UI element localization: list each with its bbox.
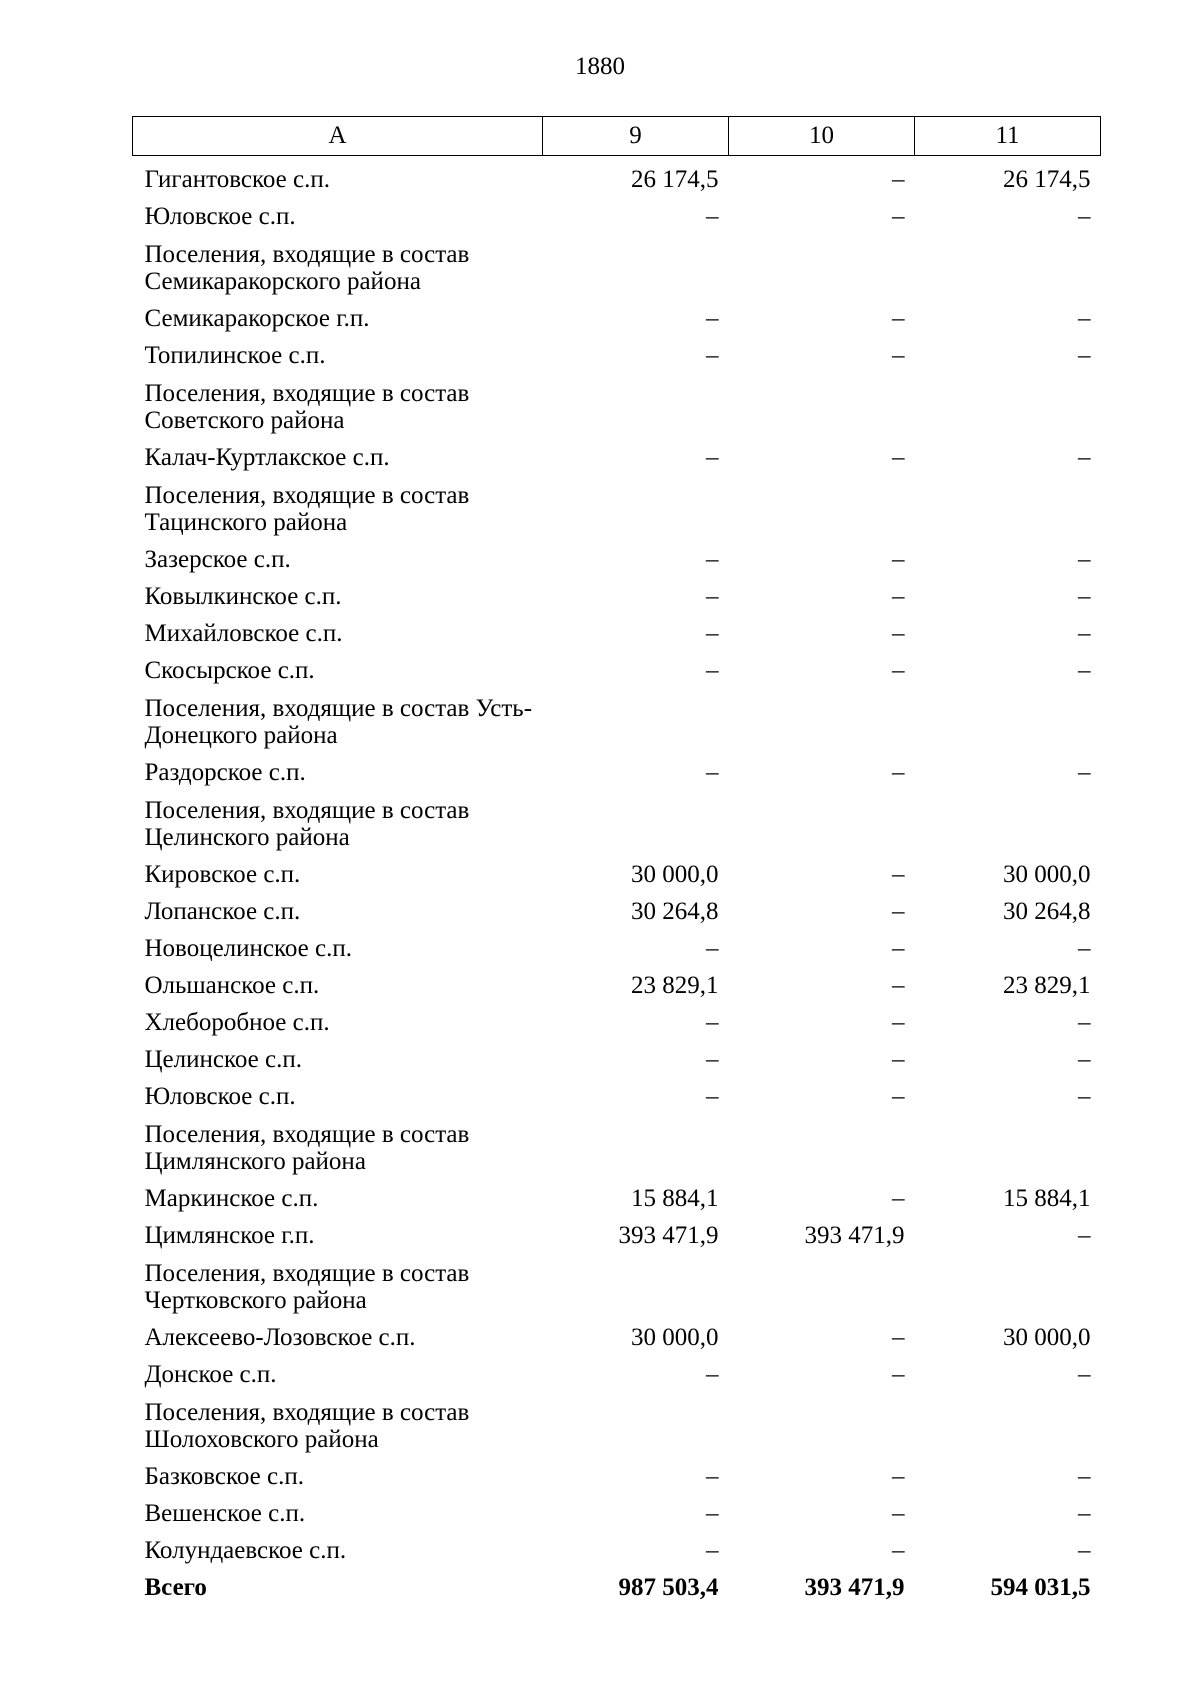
value-column-9: 30 000,0 [631,1324,719,1351]
value-column-10: – [892,546,905,573]
value-column-9: – [706,620,719,647]
table-row [133,1175,1101,1212]
page-number: 1880 [575,53,625,80]
value-column-11: 23 829,1 [1003,972,1091,999]
table-row [133,610,1101,647]
table-body [133,156,1101,1602]
settlement-name: Михайловское с.п. [144,620,343,647]
district-group-label: Поселения, входящие в состав Тацинского района [144,482,470,536]
value-column-10: – [892,972,905,999]
value-column-9: – [706,342,719,369]
table-row [133,434,1101,471]
district-group-label: Поселения, входящие в состав Советского района [144,380,470,434]
value-column-9: – [706,935,719,962]
group-header-row [133,471,1101,536]
group-header-row [133,786,1101,851]
value-column-9: – [706,1463,719,1490]
value-column-11: – [1078,203,1091,230]
value-column-10: – [892,583,905,610]
value-column-10: – [892,166,905,193]
group-header-row [133,1249,1101,1314]
settlement-name: Новоцелинское с.п. [144,935,352,962]
value-column-9: 30 000,0 [631,861,719,888]
value-column-11: – [1078,1222,1091,1249]
settlement-name: Целинское с.п. [144,1046,302,1073]
total-column-10: 393 471,9 [804,1574,905,1601]
settlement-name: Топилинское с.п. [144,342,326,369]
table-row [133,1351,1101,1388]
settlement-name: Калач-Куртлакское с.п. [144,444,390,471]
empty-cell [729,230,915,295]
value-column-11: 30 264,8 [1003,898,1091,925]
value-column-9: – [706,583,719,610]
value-column-9: – [706,1500,719,1527]
empty-cell [729,1249,915,1314]
empty-cell [915,1388,1101,1453]
value-column-11: – [1078,1500,1091,1527]
empty-cell [915,230,1101,295]
empty-cell [543,1110,729,1175]
table-row [133,295,1101,332]
value-column-10: – [892,1324,905,1351]
empty-cell [543,471,729,536]
total-label: Всего [144,1574,207,1601]
settlement-name: Ольшанское с.п. [144,972,320,999]
value-column-10: 393 471,9 [804,1222,905,1249]
value-column-11: – [1078,444,1091,471]
settlement-name: Кировское с.п. [144,861,301,888]
value-column-11: – [1078,1009,1091,1036]
empty-cell [729,369,915,434]
group-header-row [133,684,1101,749]
value-column-10: – [892,1361,905,1388]
empty-cell [915,369,1101,434]
settlement-name: Колундаевское с.п. [144,1537,347,1564]
settlement-name: Базковское с.п. [144,1463,304,1490]
value-column-9: – [706,759,719,786]
table-row [133,1073,1101,1110]
table-row [133,1453,1101,1490]
value-column-10: – [892,759,905,786]
settlement-name: Лопанское с.п. [144,898,301,925]
value-column-11: – [1078,1083,1091,1110]
value-column-11: – [1078,1537,1091,1564]
value-column-11: 26 174,5 [1003,166,1091,193]
table-row [133,962,1101,999]
value-column-9: – [706,1046,719,1073]
total-row [133,1564,1101,1601]
value-column-9: – [706,1537,719,1564]
value-column-11: – [1078,546,1091,573]
group-header-row [133,230,1101,295]
empty-cell [915,786,1101,851]
table-row [133,1036,1101,1073]
settlement-name: Цимлянское г.п. [144,1222,315,1249]
settlement-name: Вешенское с.п. [144,1500,306,1527]
empty-cell [543,1249,729,1314]
value-column-9: – [706,203,719,230]
value-column-9: – [706,1361,719,1388]
settlement-name: Раздорское с.п. [144,759,306,786]
settlement-name: Гигантовское с.п. [144,166,330,193]
group-header-row [133,1388,1101,1453]
value-column-10: – [892,342,905,369]
group-header-row [133,369,1101,434]
value-column-11: – [1078,583,1091,610]
value-column-11: – [1078,342,1091,369]
value-column-10: – [892,1009,905,1036]
empty-cell [543,786,729,851]
value-column-9: – [706,1083,719,1110]
value-column-9: 26 174,5 [631,166,719,193]
empty-cell [543,369,729,434]
value-column-11: – [1078,1463,1091,1490]
value-column-9: 15 884,1 [631,1185,719,1212]
table-row [133,573,1101,610]
empty-cell [543,230,729,295]
value-column-11: – [1078,1361,1091,1388]
value-column-10: – [892,1500,905,1527]
table-row [133,156,1101,194]
table-row [133,332,1101,369]
settlement-name: Ковылкинское с.п. [144,583,342,610]
empty-cell [729,1388,915,1453]
header-column-a: A [133,117,543,156]
table-row [133,193,1101,230]
value-column-11: 30 000,0 [1003,1324,1091,1351]
table-row [133,536,1101,573]
value-column-9: – [706,305,719,332]
value-column-10: – [892,898,905,925]
settlement-name: Хлеборобное с.п. [144,1009,330,1036]
empty-cell [729,471,915,536]
value-column-10: – [892,1083,905,1110]
value-column-11: 30 000,0 [1003,861,1091,888]
table-row [133,749,1101,786]
header-column-11: 11 [915,117,1101,156]
district-group-label: Поселения, входящие в состав Чертковского района [144,1260,470,1314]
table-row [133,999,1101,1036]
table-row [133,1212,1101,1249]
district-group-label: Поселения, входящие в состав Шолоховского района [144,1399,470,1453]
value-column-9: 30 264,8 [631,898,719,925]
group-header-row [133,1110,1101,1175]
value-column-9: – [706,1009,719,1036]
value-column-11: – [1078,1046,1091,1073]
value-column-10: – [892,305,905,332]
value-column-10: – [892,1046,905,1073]
table-row [133,925,1101,962]
district-group-label: Поселения, входящие в состав Цимлянского района [144,1121,470,1175]
table-header-row [133,117,1101,156]
settlement-name: Маркинское с.п. [144,1185,319,1212]
value-column-9: 23 829,1 [631,972,719,999]
value-column-11: – [1078,620,1091,647]
empty-cell [729,786,915,851]
settlement-name: Семикаракорское г.п. [144,305,370,332]
total-column-11: 594 031,5 [990,1574,1091,1601]
value-column-11: – [1078,657,1091,684]
empty-cell [915,684,1101,749]
empty-cell [915,471,1101,536]
settlement-name: Скосырское с.п. [144,657,315,684]
value-column-9: – [706,546,719,573]
district-group-label: Поселения, входящие в состав Целинского района [144,797,470,851]
value-column-10: – [892,861,905,888]
table-row [133,647,1101,684]
table-row [133,888,1101,925]
empty-cell [915,1249,1101,1314]
value-column-10: – [892,203,905,230]
settlement-name: Алексеево-Лозовское с.п. [144,1324,416,1351]
value-column-10: – [892,657,905,684]
header-column-10: 10 [729,117,915,156]
empty-cell [729,684,915,749]
empty-cell [543,1388,729,1453]
district-group-label: Поселения, входящие в состав Усть-Донецкого района [144,695,533,749]
table-row [133,1314,1101,1351]
table-row [133,1490,1101,1527]
value-column-9: – [706,657,719,684]
empty-cell [729,1110,915,1175]
value-column-10: – [892,444,905,471]
value-column-11: 15 884,1 [1003,1185,1091,1212]
district-group-label: Поселения, входящие в состав Семикаракорского района [144,241,470,295]
table-row [133,1527,1101,1564]
settlement-name: Зазерское с.п. [144,546,291,573]
settlement-name: Донское с.п. [144,1361,277,1388]
settlement-name: Юловское с.п. [144,203,296,230]
total-column-9: 987 503,4 [618,1574,719,1601]
value-column-11: – [1078,935,1091,962]
value-column-10: – [892,935,905,962]
value-column-10: – [892,1463,905,1490]
header-column-9: 9 [543,117,729,156]
value-column-9: – [706,444,719,471]
value-column-9: 393 471,9 [618,1222,719,1249]
empty-cell [915,1110,1101,1175]
value-column-11: – [1078,305,1091,332]
value-column-10: – [892,1537,905,1564]
budget-table [132,116,1101,1601]
value-column-11: – [1078,759,1091,786]
value-column-10: – [892,620,905,647]
value-column-10: – [892,1185,905,1212]
settlement-name: Юловское с.п. [144,1083,296,1110]
empty-cell [543,684,729,749]
table-row [133,851,1101,888]
